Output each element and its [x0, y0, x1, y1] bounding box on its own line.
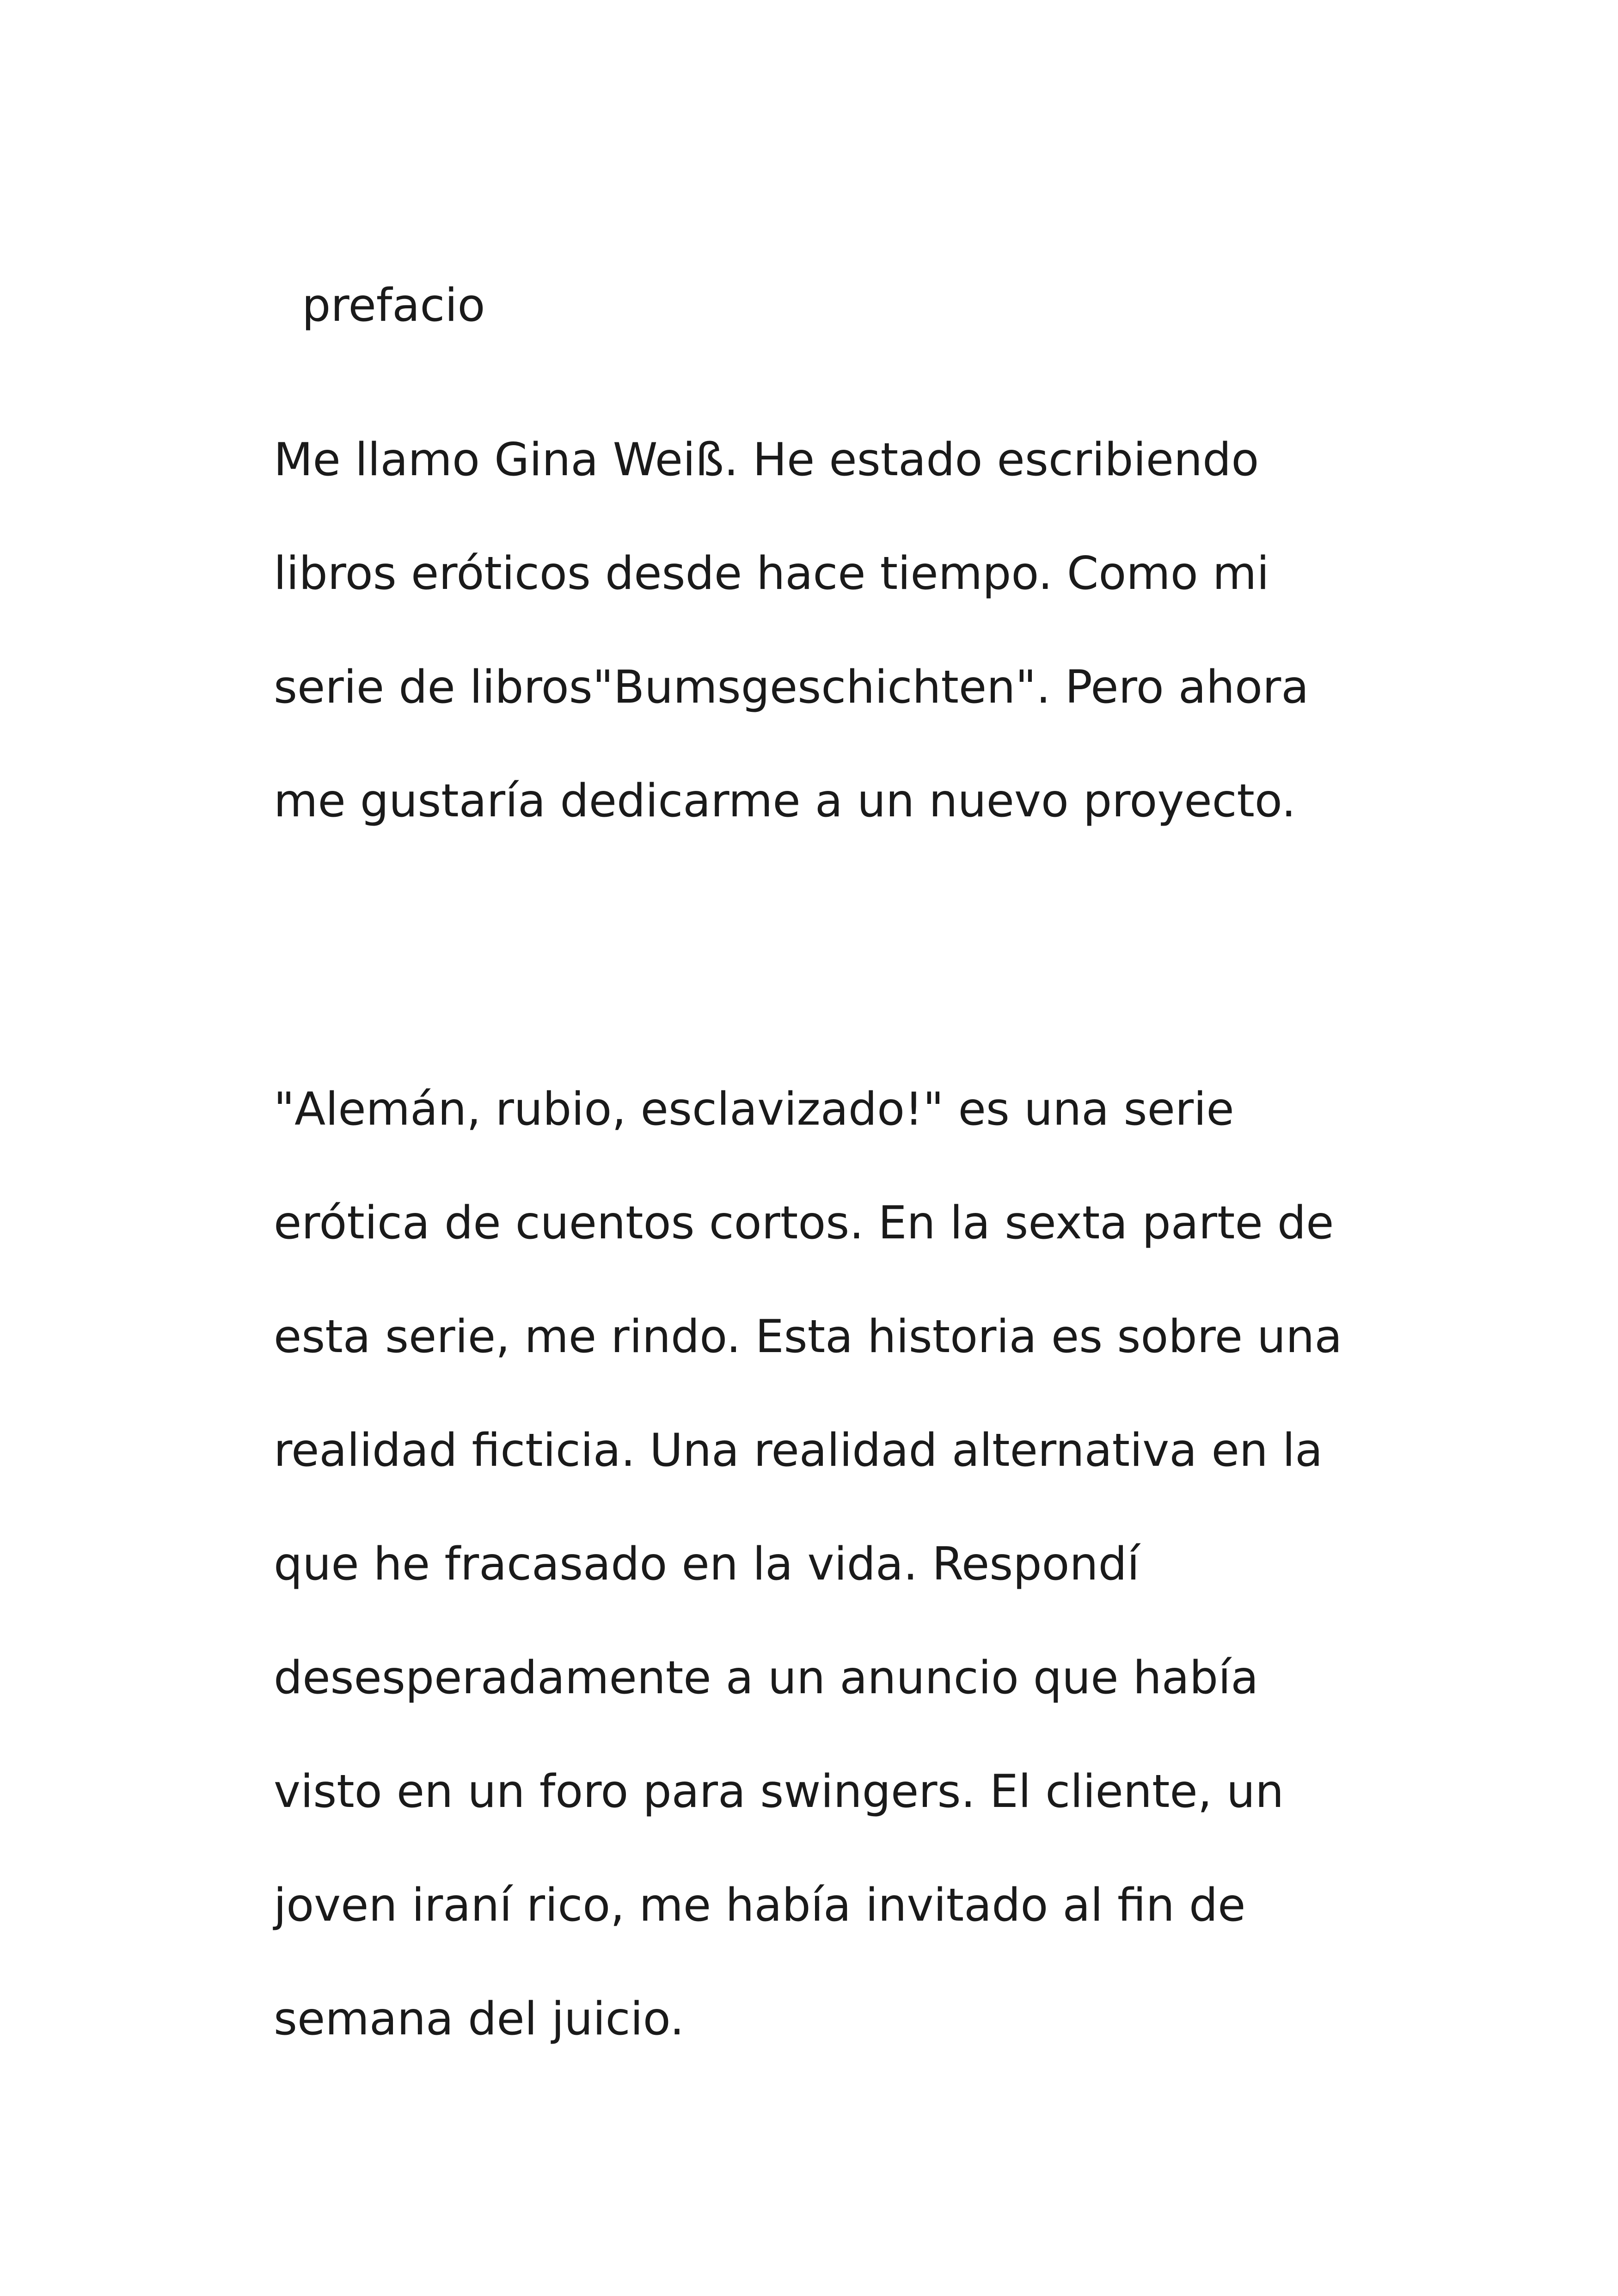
- text-line: joven iraní rico, me había invitado al fin de: [274, 1879, 1246, 1932]
- text-line: "Alemán, rubio, esclavizado!" es una serie: [274, 1083, 1234, 1136]
- text-line: libros eróticos desde hace tiempo. Como mi: [274, 547, 1269, 600]
- text-line: Me llamo Gina Weiß. He estado escribiendo: [274, 434, 1259, 486]
- text-line: esta serie, me rindo. Esta historia es sobre una: [274, 1310, 1342, 1363]
- paragraph-intro: [274, 430, 1383, 885]
- text-line: me gustaría dedicarme a un nuevo proyecto.: [274, 775, 1296, 827]
- text-line: que he fracasado en la vida. Respondí: [274, 1538, 1140, 1591]
- text-line: visto en un foro para swingers. El cliente, un: [274, 1765, 1284, 1818]
- text-line: semana del juicio.: [274, 1993, 685, 2045]
- text-line: erótica de cuentos cortos. En la sexta parte de: [274, 1197, 1334, 1249]
- page-heading: prefacio: [288, 279, 485, 332]
- paragraph-series: [274, 1079, 1383, 2103]
- text-line: serie de libros"Bumsgeschichten". Pero ahora: [274, 661, 1309, 714]
- text-line: realidad ficticia. Una realidad alternativa en la: [274, 1424, 1323, 1477]
- text-line: desesperadamente a un anuncio que había: [274, 1652, 1259, 1704]
